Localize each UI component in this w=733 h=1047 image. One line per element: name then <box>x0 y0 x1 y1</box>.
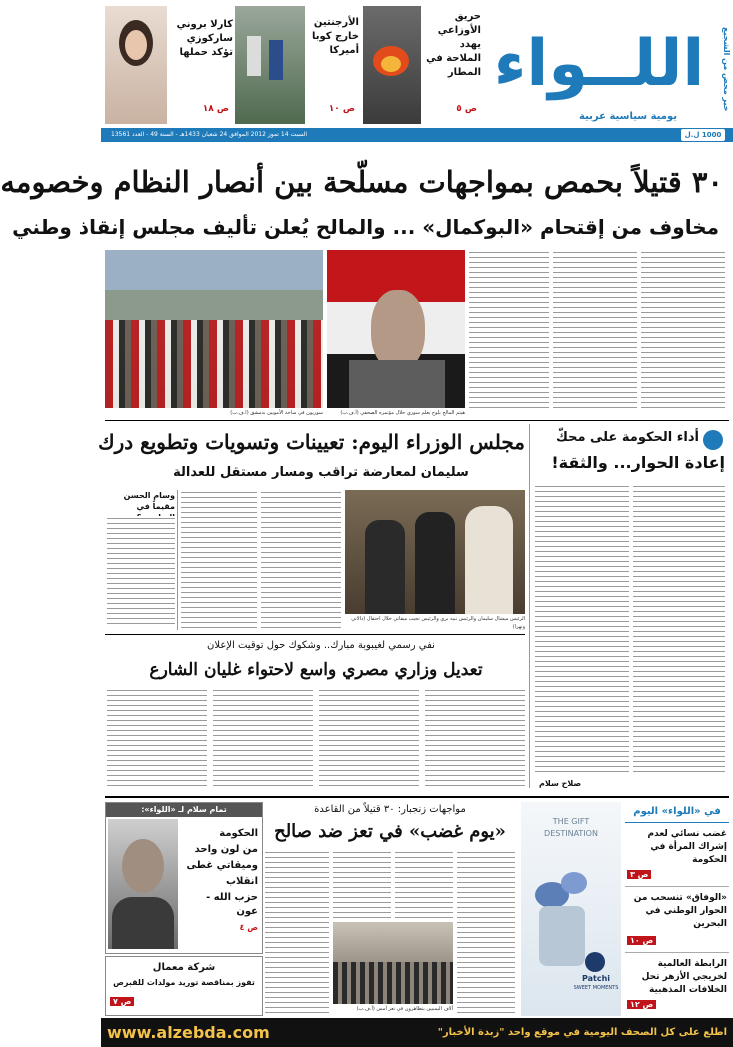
egypt-body-4 <box>107 688 207 790</box>
lead-subheadline[interactable]: مخاوف من إقتحام «البوكمال» ... والمالح يُعلن تأليف مجلس إنقاذ وطني <box>12 215 719 239</box>
lead-headline[interactable]: ٣٠ قتيلاً بحمص بمواجهات مسلّحة بين أنصار النظام وخصومه <box>0 165 723 199</box>
advert-flower-2 <box>561 872 587 894</box>
lead-column-1 <box>641 250 725 412</box>
footer-site[interactable]: www.alzebda.com <box>107 1023 270 1042</box>
editorial-divider <box>529 424 530 788</box>
editorial-body-1 <box>535 484 629 774</box>
egypt-kicker[interactable]: نفي رسمي لغيبوبة مبارك.. وشكوك حول توقيت الإعلان <box>207 640 435 651</box>
yemen-body-2 <box>395 850 453 920</box>
cabinet-caption: الرئيس ميشال سليمان والرئيس نبيه بري والرئيس نجيب ميقاتي خلال احتفال (دالاتي ونهرا) <box>351 616 525 630</box>
inside-box[interactable] <box>625 802 729 1016</box>
sidebar-author-body <box>107 516 175 626</box>
fire-photo <box>363 6 421 124</box>
patchi-advert[interactable] <box>521 802 621 1016</box>
editorial-author: صلاح سلام <box>539 779 582 788</box>
inside-item-1-text: غضب نسائي لعدم إشراك المرأة في الحكومة <box>647 829 727 865</box>
company-notice[interactable] <box>105 956 263 1016</box>
salam-line-4: انقلاب <box>225 876 258 887</box>
inside-header: في «اللواء» اليوم <box>625 802 729 823</box>
price-badge: 1000 ل.ل <box>681 129 725 141</box>
teaser-bruni-page: ص ١٨ <box>202 104 229 114</box>
company-body: تفوز بمناقصة توريد مولدات للقبرص <box>113 978 255 987</box>
salam-line-5: حزب الله - عون <box>206 892 258 917</box>
cabinet-body-1 <box>261 490 341 630</box>
inside-item-2-page: ص ١٠ <box>627 936 656 945</box>
football-photo <box>235 6 305 124</box>
footer-tagline: اطلع على كل الصحف اليومية في موقع واحد "زبدة الأخبار" <box>437 1027 727 1038</box>
footer-banner[interactable] <box>101 1018 733 1047</box>
advert-brand-sub: SWEET MOMENTS <box>573 985 619 991</box>
inside-item-3[interactable] <box>625 956 729 1016</box>
company-page: ص ٧ <box>110 997 134 1006</box>
masthead-subtitle: يومية سياسية عربية <box>579 111 677 122</box>
cabinet-subheadline[interactable]: سليمان لمعارضة تراقب ومسار مستقل للعدالة <box>173 465 469 480</box>
salam-header: تمام سلام لـ «اللواء»: <box>106 803 262 817</box>
advert-vase <box>539 906 585 966</box>
sidebar-author[interactable] <box>105 490 178 630</box>
salam-line-1: الحكومة <box>219 828 258 839</box>
editorial-title-1: أداء الحكومة على محكّ <box>555 430 699 445</box>
yemen-caption: آلاف اليمنيين يتظاهرون في تعز أمس (أ.ف.ب) <box>356 1006 453 1012</box>
motto: خير محض من الشجيع <box>722 27 731 112</box>
salam-page: ص ٤ <box>239 923 258 932</box>
salam-line-3: وميقاتي غطى <box>186 860 258 871</box>
yemen-headline[interactable]: «يوم غضب» في تعز ضد صالح <box>274 821 506 842</box>
teaser-fire-page: ص ٥ <box>456 104 477 114</box>
malih-photo <box>327 250 465 408</box>
yemen-photo <box>333 922 453 1004</box>
divider-lead <box>105 420 729 421</box>
cabinet-headline[interactable]: مجلس الوزراء اليوم: تعيينات وتسويات وتطويع درك <box>98 430 525 454</box>
egypt-body-2 <box>319 688 419 790</box>
inside-item-1[interactable] <box>625 826 729 887</box>
company-title: شركة معمال <box>152 962 216 973</box>
date-text: السبت 14 تموز 2012 الموافق 24 شعبان 1433هـ - السنة 49 - العدد 13561 <box>111 131 307 138</box>
patchi-logo-icon <box>585 952 605 972</box>
editorial-logo-icon <box>703 430 723 450</box>
salam-line-2: من لون واحد <box>194 844 258 855</box>
logo-block <box>475 0 733 138</box>
egypt-body-3 <box>213 688 313 790</box>
malih-caption: هيثم المالح يلوح بعلم سوري خلال مؤتمره الصحفي (أ.ف.ب) <box>340 410 465 416</box>
lead-column-3 <box>469 250 549 412</box>
damascus-crowd-photo <box>105 250 323 408</box>
editorial[interactable] <box>533 424 729 794</box>
cabinet-body-2 <box>181 490 257 630</box>
salam-box[interactable] <box>105 802 263 954</box>
lead-column-2 <box>553 250 637 412</box>
inside-item-2-text: «الوفاق» تنسحب من الحوار الوطني في البحرين <box>633 893 727 929</box>
teaser-football-page: ص ١٠ <box>328 104 355 114</box>
sidebar-author-title: وسام الحسن مقيماً في <box>123 491 175 511</box>
teaser-fire[interactable] <box>363 6 481 124</box>
inside-item-1-page: ص ٣ <box>627 870 651 879</box>
inside-item-2[interactable] <box>625 890 729 953</box>
salam-photo <box>108 819 178 949</box>
teaser-bruni-text: كارلا بروني ساركوزي تؤكد حملها <box>176 19 233 58</box>
teaser-football[interactable] <box>235 6 359 124</box>
editorial-body-2 <box>633 484 725 774</box>
yemen-body-4 <box>265 850 329 1014</box>
egypt-headline[interactable]: تعديل وزاري مصري واسع لاحتواء غليان الشارع <box>149 660 483 680</box>
crowd-caption: سوريون في ساحة الأمويين بدمشق (ا.ف.ب) <box>230 410 323 416</box>
inside-item-3-page: ص ١٢ <box>627 1000 656 1009</box>
cabinet-photo <box>345 490 525 614</box>
teaser-bruni[interactable] <box>105 6 233 124</box>
editorial-title-2: إعادة الحوار... والثقة! <box>551 453 725 472</box>
teaser-fire-text: حريق الأوزاعي يهدد الملاحة في المطار <box>426 11 481 78</box>
advert-brand: Patchi <box>581 974 611 983</box>
date-strip <box>101 128 733 142</box>
egypt-body-1 <box>425 688 525 790</box>
divider-mid <box>105 796 729 798</box>
bruni-photo <box>105 6 167 124</box>
advert-title: THE GIFT DESTINATION <box>544 817 598 838</box>
yemen-body-3 <box>333 850 391 920</box>
yemen-kicker[interactable]: مواجهات زنجبار: ٣٠ قتيلاً من القاعدة <box>314 804 466 815</box>
yemen-body-1 <box>457 850 515 1014</box>
inside-item-3-text: الرابطة العالمية لخريجي الأزهر تحل الخلافات المذهبية <box>641 959 727 995</box>
divider-cabinet <box>105 634 525 635</box>
teaser-football-text: الأرجنتين خارج كوبا أميركا <box>311 17 359 56</box>
logo: اللــواء <box>493 27 705 101</box>
masthead <box>101 0 733 150</box>
